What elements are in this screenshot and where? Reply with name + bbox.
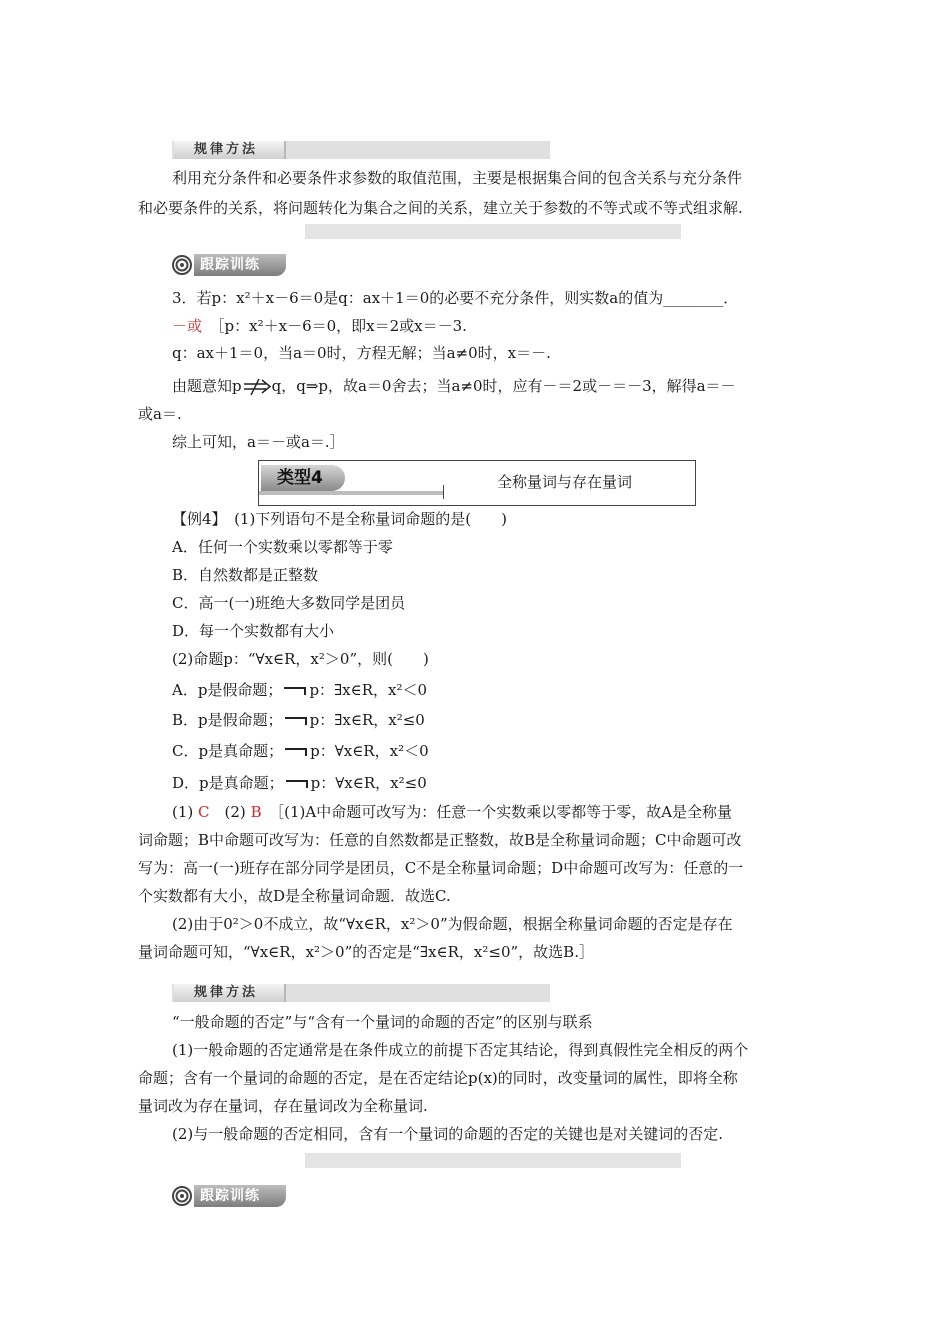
method-paragraph-line: (1)一般命题的否定通常是在条件成立的前提下否定其结论，得到真假性完全相反的两个 (172, 1041, 749, 1059)
answer-value: －或 (172, 317, 203, 335)
option-text: A．p是假命题； (172, 681, 283, 699)
negation-icon (285, 748, 307, 756)
option-c (172, 741, 429, 761)
question-number: 3．若 (172, 289, 212, 307)
method-heading: 规律方法 (174, 141, 286, 159)
answer-label: (2) (224, 803, 246, 821)
tracking-header (172, 254, 288, 276)
option-b (172, 710, 425, 730)
answer-text: q，q⇒p，故a＝0舍去；当a≠0时，应有－＝2或－＝－3，解得a＝－ (271, 377, 736, 395)
answer-line (172, 802, 732, 822)
negation-icon (284, 687, 306, 695)
example-4-question-1 (172, 509, 507, 529)
tracking-heading: 跟踪训练 (194, 254, 286, 276)
answer-line: 综上可知，a＝－或a＝.］ (172, 433, 345, 451)
answer-text: 由题意知p (172, 377, 242, 395)
option-b: B．自然数都是正整数 (172, 566, 319, 584)
answer-line: (2)由于0²＞0不成立，故“∀x∈R，x²＞0”为假命题，根据全称量词命题的否定是存在 (172, 915, 733, 933)
option-text: p：∀x∈R，x²＜0 (310, 742, 429, 760)
answer-value: C (198, 803, 210, 821)
answer-line: q：ax＋1＝0，当a＝0时，方程无解；当a≠0时，x＝－. (172, 344, 551, 362)
example-label: 【例4】 (172, 510, 220, 528)
example-4-question-2: (2)命题p：“∀x∈R，x²＞0”，则( ) (172, 650, 429, 668)
target-icon (172, 1186, 192, 1206)
answer-line (172, 316, 467, 336)
type-tag: 类型4 (261, 465, 345, 491)
method-paragraph-line: 量词改为存在量词，存在量词改为全称量词. (138, 1097, 428, 1115)
answer-label: (1) (172, 803, 194, 821)
answer-value: B (250, 803, 262, 821)
tracking-header (172, 1185, 288, 1207)
answer-line: 或a＝. (138, 405, 182, 423)
option-a: A．任何一个实数乘以零都等于零 (172, 538, 393, 556)
section-divider (305, 1153, 681, 1168)
option-a (172, 680, 427, 700)
option-c: C．高一(一)班绝大多数同学是团员 (172, 594, 406, 612)
type-tag-underline (259, 491, 443, 495)
negation-icon (286, 780, 308, 788)
answer-explanation: ［p：x²＋x－6＝0，即x＝2或x＝－3. (217, 317, 467, 335)
negation-icon (285, 717, 307, 725)
type-tag-divider (443, 485, 444, 499)
method-paragraph-line: 和必要条件的关系，将问题转化为集合之间的关系，建立关于参数的不等式或不等式组求解. (138, 199, 743, 217)
method-heading: 规律方法 (174, 984, 286, 1002)
option-text: B．p是假命题； (172, 711, 283, 729)
type-heading-box (258, 460, 696, 506)
question-3 (172, 288, 738, 308)
question-text: p：x²＋x－6＝0是q：ax＋1＝0的必要不充分条件，则实数a的值为________． (211, 289, 739, 307)
answer-line: 量词命题可知，“∀x∈R，x²＞0”的否定是“∃x∈R，x²≤0”，故选B.］ (138, 943, 594, 961)
answer-line (172, 376, 736, 396)
method-paragraph-line: “一般命题的否定”与“含有一个量词的命题的否定”的区别与联系 (172, 1013, 593, 1031)
method-paragraph-line: 利用充分条件和必要条件求参数的取值范围，主要是根据集合间的包含关系与充分条件 (172, 169, 743, 187)
answer-line: 个实数都有大小，故D是全称量词命题．故选C. (138, 887, 451, 905)
method-paragraph-line: 命题；含有一个量词的命题的否定，是在否定结论p(x)的同时，改变量词的属性，即将全称 (138, 1069, 738, 1087)
option-text: D．p是真命题； (172, 774, 284, 792)
option-text: p：∃x∈R，x²＜0 (309, 681, 428, 699)
option-text: p：∀x∈R，x²≤0 (310, 774, 427, 792)
option-text: p：∃x∈R，x²≤0 (309, 711, 425, 729)
answer-explanation: ［(1)A中命题可改写为：任意一个实数乘以零都等于零，故A是全称量 (276, 803, 733, 821)
tracking-heading: 跟踪训练 (194, 1185, 286, 1207)
type-title: 全称量词与存在量词 (497, 473, 633, 491)
section-divider (305, 224, 681, 239)
answer-line: 写为：高一(一)班存在部分同学是团员，C不是全称量词命题；D中命题可改写为：任意的一 (138, 859, 744, 877)
not-implies-icon (242, 376, 272, 396)
question-text: (1)下列语句不是全称量词命题的是( ) (234, 510, 508, 528)
target-icon (172, 255, 192, 275)
option-text: C．p是真命题； (172, 742, 284, 760)
option-d (172, 773, 427, 793)
answer-line: 词命题；B中命题可改写为：任意的自然数都是正整数，故B是全称量词命题；C中命题可改 (138, 831, 742, 849)
option-d: D．每一个实数都有大小 (172, 622, 335, 640)
method-paragraph-line: (2)与一般命题的否定相同，含有一个量词的命题的否定的关键也是对关键词的否定. (172, 1125, 724, 1143)
